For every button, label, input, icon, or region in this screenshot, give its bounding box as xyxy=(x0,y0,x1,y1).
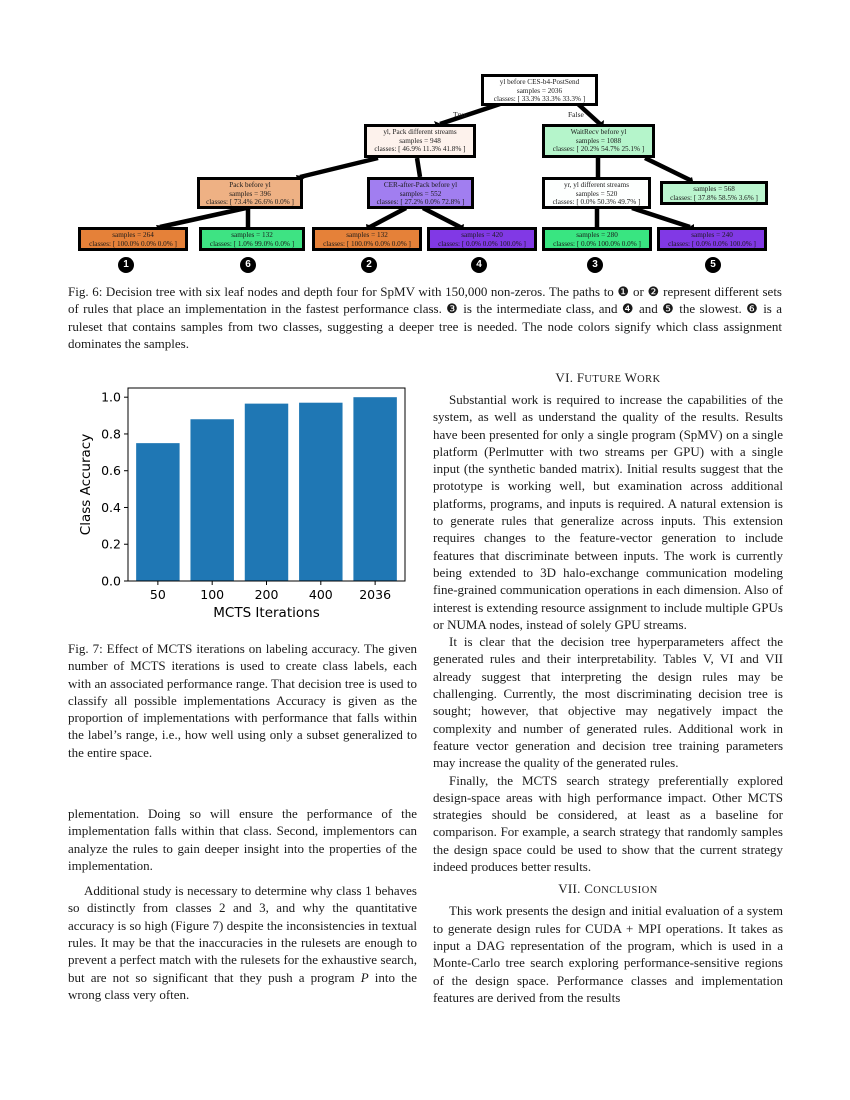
node-samples: samples = 280 xyxy=(576,231,618,239)
node-classes: classes: [ 100.0% 0.0% 0.0% ] xyxy=(89,239,177,248)
x-tick-label: 50 xyxy=(149,587,166,602)
node-classes: classes: [ 27.2% 0.0% 72.8% ] xyxy=(376,198,465,207)
leaf-marker-3: 3 xyxy=(587,257,603,273)
node-classes: classes: [ 46.9% 11.3% 41.8% ] xyxy=(374,145,466,154)
sec6-cap1: F xyxy=(576,370,585,385)
node-condition: yl before CES-b4-PostSend xyxy=(499,78,580,86)
tree-node-n5 xyxy=(542,177,651,209)
node-condition: Pack before yl xyxy=(229,181,271,189)
leaf-marker-5: 5 xyxy=(705,257,721,273)
decision-tree-figure xyxy=(0,0,850,280)
sec7-sc1: ONCLUSION xyxy=(593,885,658,897)
y-tick-label: 1.0 xyxy=(101,389,121,405)
node-classes: classes: [ 1.0% 99.0% 0.0% ] xyxy=(209,239,295,248)
tree-node-root xyxy=(481,74,598,106)
bar-2036 xyxy=(353,397,396,581)
fig6-caption: Fig. 6: Decision tree with six leaf nodes and depth four for SpMV with 150,000 non-zeros. The paths to ❶ or ❷ represent different sets of rules that place an implementation in the fastest performance class. ❸ is the intermediate class, and ❹ and ❺ the slowest. ❻ is a ruleset that contains samples from two classes, suggesting a deeper tree is needed. The node colors signify which class assignment dominates the samples. xyxy=(68,284,782,351)
x-tick-label: 2036 xyxy=(359,587,392,602)
sec7-number: VII. xyxy=(558,881,585,897)
y-tick-label: 0.6 xyxy=(101,463,121,479)
x-tick-label: 200 xyxy=(254,587,279,602)
section-heading-future-work xyxy=(433,370,783,386)
sec6-number: VI. xyxy=(555,370,577,385)
leaf-marker-2: 2 xyxy=(361,257,377,273)
left-p2-text-a: Additional study is necessary to determine why class 1 behaves so distinctly from classes 2 and 3, and why the quantitative accuracy is so high (Figure 7) despite the inconsistencies in textual rules. It may be that the inaccuracies in the rulesets are enough to prevent a perfect match with the rulesets for the exhaustive search, but are not so significant that they push a program xyxy=(68,883,417,985)
node-samples: samples = 2036 xyxy=(516,86,563,95)
node-condition: CER-after-Pack before yl xyxy=(383,181,458,189)
x-axis-label: MCTS Iterations xyxy=(213,605,320,618)
edge-n5-right xyxy=(632,208,690,227)
node-samples: samples = 240 xyxy=(691,231,733,239)
node-classes: classes: [ 37.8% 58.5% 3.6% ] xyxy=(670,193,758,202)
tree-node-n2 xyxy=(542,124,655,158)
leaf-marker-6: 6 xyxy=(240,257,256,273)
y-tick-label: 0.2 xyxy=(101,536,121,552)
sec6-cap2: W xyxy=(624,370,638,385)
left-p2-var: P xyxy=(360,969,369,985)
right-paragraph-1: Substantial work is required to increase the capabilities of the system, as well as understand the quality of the results. Results have been presented for only a single program (SpMV) on a single platform (Perlmutter with two streams per GPU) with a single input (the synthetic banded matrix). Initial results suggest that the prototype is working well, but examination across additional platforms, programs, and inputs is required. A natural extension is to generate rules that generalize across inputs. This extension requires changes to the feature-vector generation to include features that discriminate between inputs. The work is currently being extended to 3D halo-exchange communication modeling fine-grained communication operations in each dimension. Also of interest is extending resource assignment to include multiple GPUs or NUMA nodes, instead of solely GPU streams. xyxy=(433,392,783,632)
node-condition: WaitRecv before yl xyxy=(570,128,627,136)
node-classes: classes: [ 0.0% 50.3% 49.7% ] xyxy=(552,198,641,207)
node-classes: classes: [ 100.0% 0.0% 0.0% ] xyxy=(323,239,411,248)
y-tick-label: 0.0 xyxy=(101,573,121,589)
tree-leaf-1 xyxy=(78,227,188,251)
right-paragraph-2: It is clear that the decision tree hyperparameters affect the generated rules and their interpretability. Tables V, VI and VII already suggest that interpreting the design rules may be challenging. Currently, the most discriminating decision tree is sought; however, that objective may negatively impact the complexity and number of generated rules. Additional work in feature vector generation and decision tree training parameters may increase the quality of the generated rules. xyxy=(433,634,783,771)
tree-leaf-5 xyxy=(657,227,767,251)
node-classes: classes: [ 0.0% 100.0% 0.0% ] xyxy=(553,239,641,248)
left-paragraph-2 xyxy=(68,882,417,1003)
tree-node-n1 xyxy=(364,124,476,158)
y-tick-label: 0.4 xyxy=(101,499,121,515)
edge-n4-left xyxy=(370,208,406,227)
node-samples: samples = 420 xyxy=(461,231,503,239)
right-paragraph-4: This work presents the design and initial evaluation of a system to generate design rules for CUDA + MPI operations. It takes as input a DAG representation of the program, which is used in a Monte-Carlo tree search exploring performance-sensitive regions of the design space. Performance classes and implementation features are derived from the results xyxy=(433,903,783,1005)
leaf-marker-4: 4 xyxy=(471,257,487,273)
x-tick-label: 400 xyxy=(308,587,333,602)
tree-node-n6 xyxy=(660,181,768,205)
node-classes: classes: [ 0.0% 0.0% 100.0% ] xyxy=(668,239,756,248)
left-p2-text-b: into the wrong class very often. xyxy=(68,969,418,1002)
node-samples: samples = 396 xyxy=(229,189,271,198)
node-condition: yl, Pack different streams xyxy=(383,128,457,136)
y-axis-label: Class Accuracy xyxy=(78,433,94,536)
x-tick-label: 100 xyxy=(200,587,225,602)
node-samples: samples = 1088 xyxy=(575,136,622,145)
sec6-sc2: ORK xyxy=(637,374,661,385)
node-samples: samples = 132 xyxy=(231,231,273,239)
edge-n4-right xyxy=(423,208,460,227)
y-tick-label: 0.8 xyxy=(101,426,121,442)
node-condition: yr, yl different streams xyxy=(563,181,630,189)
tree-leaf-2 xyxy=(312,227,422,251)
tree-leaf-6 xyxy=(199,227,305,251)
leaf-marker-1: 1 xyxy=(118,257,134,273)
edge-label-false: False xyxy=(568,110,584,119)
edge-root-left xyxy=(440,104,500,124)
node-samples: samples = 520 xyxy=(575,189,618,198)
edge-n1-right xyxy=(417,158,420,177)
tree-leaf-3 xyxy=(542,227,652,251)
fig7-caption: Fig. 7: Effect of MCTS iterations on labeling accuracy. The given number of MCTS iterations is used to create class labels, each with an associated performance range. That decision tree is used to classify all possible implementations Accuracy is given as the proportion of implementations with performance that falls within the label’s range, i.e., how well using only a subset generalized to the entire space. xyxy=(68,641,417,760)
bar-400 xyxy=(299,403,342,581)
sec6-sc1: UTURE xyxy=(584,374,625,385)
section-heading-conclusion xyxy=(433,881,783,897)
node-samples: samples = 948 xyxy=(399,136,441,145)
left-paragraph-1: plementation. Doing so will ensure the performance of the implementation falls within that class. Second, implementors can analyze the rules to gain deeper insight into the properties of the implementation. xyxy=(68,806,417,873)
accuracy-bar-chart xyxy=(74,378,414,618)
bar-50 xyxy=(136,443,179,581)
right-column-text xyxy=(433,370,783,1006)
bar-100 xyxy=(190,419,233,581)
node-classes: classes: [ 20.2% 54.7% 25.1% ] xyxy=(552,145,645,154)
tree-node-n3 xyxy=(197,177,303,209)
left-column-text xyxy=(68,805,417,1003)
node-samples: samples = 264 xyxy=(112,231,154,239)
bar-200 xyxy=(245,404,288,581)
node-classes: classes: [ 73.4% 26.6% 0.0% ] xyxy=(206,198,294,207)
node-classes: classes: [ 0.0% 0.0% 100.0% ] xyxy=(438,239,526,248)
node-samples: samples = 568 xyxy=(693,185,735,193)
node-samples: samples = 552 xyxy=(399,189,442,198)
tree-leaf-4 xyxy=(427,227,537,251)
right-paragraph-3: Finally, the MCTS search strategy preferentially explored design-space areas with high performance impact. Other MCTS strategies should be considered, at least as a baseline for comparison. For example, a search strategy that randomly samples the design space could be used to show that the current strategy indeed produces better results. xyxy=(433,772,783,875)
edge-n2-right xyxy=(645,158,690,180)
edge-label-true: True xyxy=(453,110,467,119)
node-classes: classes: [ 33.3% 33.3% 33.3% ] xyxy=(493,95,586,104)
node-samples: samples = 132 xyxy=(346,231,388,239)
tree-node-n4 xyxy=(367,177,474,209)
sec7-cap1: C xyxy=(584,881,594,897)
edge-n1-left xyxy=(300,158,378,177)
edge-n3-left xyxy=(160,208,246,227)
